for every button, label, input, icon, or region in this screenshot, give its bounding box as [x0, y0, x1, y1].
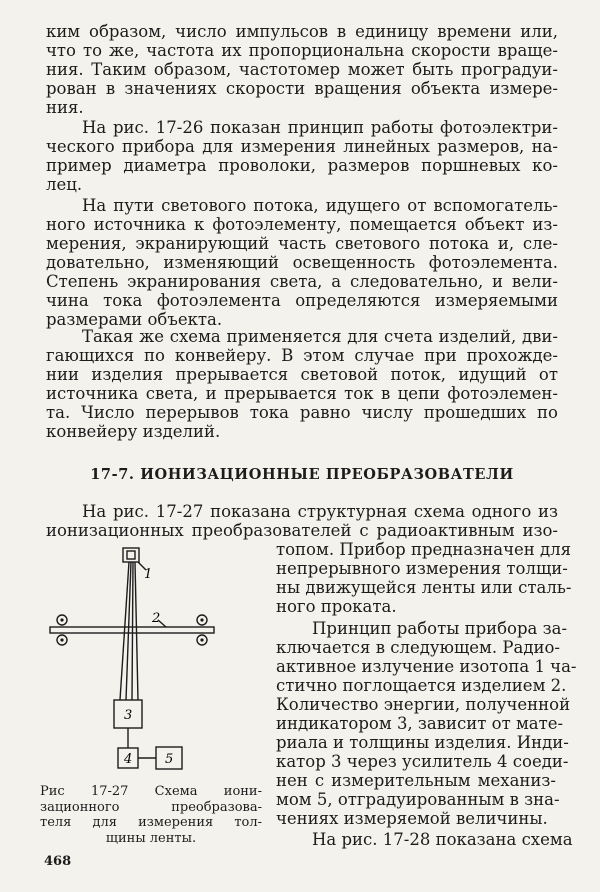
text-line: мерения, экранирующий часть светового потока и, сле-	[46, 234, 558, 253]
text-line: ионизационных преобразователей с радиоактивным изо-	[46, 521, 558, 540]
text-line: На рис. 17-27 показана структурная схема одного из	[82, 502, 558, 521]
figure-17-27	[40, 540, 262, 780]
paragraph-4	[46, 327, 558, 441]
text-line: лец.	[46, 175, 83, 194]
paragraph-5-column	[276, 540, 572, 616]
text-line: На рис. 17-28 показана схема	[312, 830, 573, 849]
text-line: катор 3 через усилитель 4 соеди-	[276, 752, 569, 771]
text-line: ключается в следующем. Радио-	[276, 638, 560, 657]
text-line: ким образом, число импульсов в единицу времени или,	[46, 22, 558, 41]
caption-line: щины ленты.	[105, 830, 197, 846]
ionization-transducer-diagram	[40, 540, 262, 780]
box-label-3: 3	[124, 708, 133, 723]
label-2: 2	[152, 611, 161, 626]
text-line: ния.	[46, 98, 84, 117]
box-label-5: 5	[165, 752, 174, 767]
text-line: ческого прибора для измерения линейных размеров, на-	[46, 137, 558, 156]
text-line: чениях измеряемой величины.	[276, 809, 548, 828]
text-line: индикатором 3, зависит от мате-	[276, 714, 564, 733]
text-line: пример диаметра проволоки, размеров поршневых ко-	[46, 156, 558, 175]
paragraph-3	[46, 196, 558, 329]
paragraph-5-full	[46, 502, 558, 540]
isotope-source	[123, 548, 139, 562]
isotope-source-inner	[127, 551, 135, 559]
text-line: ного источника к фотоэлементу, помещается объект из-	[46, 215, 558, 234]
text-line: мом 5, отградуированным в зна-	[276, 790, 560, 809]
paragraph-1	[46, 22, 558, 117]
figure-caption	[40, 784, 262, 846]
text-line: топом. Прибор предназначен для	[276, 540, 572, 559]
text-line: ного проката.	[276, 597, 397, 616]
text-line: Принцип работы прибора за-	[312, 619, 568, 638]
section-heading: 17-7. ИОНИЗАЦИОННЫЕ ПРЕОБРАЗОВАТЕЛИ	[90, 466, 514, 483]
text-line: что то же, частота их пропорциональна скорости враще-	[46, 41, 558, 60]
roller-axle	[200, 638, 203, 641]
box-label-4: 4	[124, 752, 133, 767]
beam-ray	[135, 562, 138, 700]
label-1: 1	[144, 567, 153, 582]
caption-line: Рис 17-27 Схема иони-	[40, 784, 262, 799]
text-line: нии изделия прерывается световой поток, идущий от	[46, 365, 558, 384]
text-line: рован в значениях скорости вращения объекта измере-	[46, 79, 558, 98]
text-line: довательно, изменяющий освещенность фотоэлемента.	[46, 253, 558, 272]
text-line: источника света, и прерывается ток в цепи фотоэлемен-	[46, 384, 558, 403]
roller-axle	[60, 618, 63, 621]
text-line: непрерывного измерения толщи-	[276, 559, 568, 578]
text-line: ны движущейся ленты или сталь-	[276, 578, 572, 597]
paragraph-7-column	[276, 830, 573, 849]
page-number: 468	[44, 854, 72, 869]
beam-ray	[132, 562, 133, 700]
caption-line: зационного преобразова-	[40, 799, 262, 815]
text-line: нен с измерительным механиз-	[276, 771, 556, 790]
text-line: чина тока фотоэлемента определяются измеряемыми	[46, 291, 558, 310]
text-line: Степень экранирования света, а следовательно, и вели-	[46, 272, 558, 291]
text-line: Такая же схема применяется для счета изделий, дви-	[82, 327, 558, 346]
paragraph-2	[46, 118, 558, 194]
text-line: стично поглощается изделием 2.	[276, 676, 567, 695]
text-line: ния. Таким образом, частотомер может быть проградуи-	[46, 60, 558, 79]
text-line: конвейеру изделий.	[46, 422, 221, 441]
caption-line: теля для измерения тол-	[40, 815, 262, 830]
roller-axle	[60, 638, 63, 641]
text-line: На пути светового потока, идущего от вспомогатель-	[82, 196, 558, 215]
text-line: размерами объекта.	[46, 310, 223, 329]
text-line: гающихся по конвейеру. В этом случае при прохожде-	[46, 346, 558, 365]
text-line: На рис. 17-26 показан принцип работы фотоэлектри-	[82, 118, 558, 137]
beam-ray	[126, 562, 131, 700]
paragraph-6-column	[276, 619, 577, 828]
text-line: Количество энергии, полученной	[276, 695, 571, 714]
text-line: риала и толщины изделия. Инди-	[276, 733, 569, 752]
beam-ray	[120, 562, 129, 700]
text-line: активное излучение изотопа 1 ча-	[276, 657, 577, 676]
text-line: та. Число перерывов тока равно числу прошедших по	[46, 403, 558, 422]
roller-axle	[200, 618, 203, 621]
